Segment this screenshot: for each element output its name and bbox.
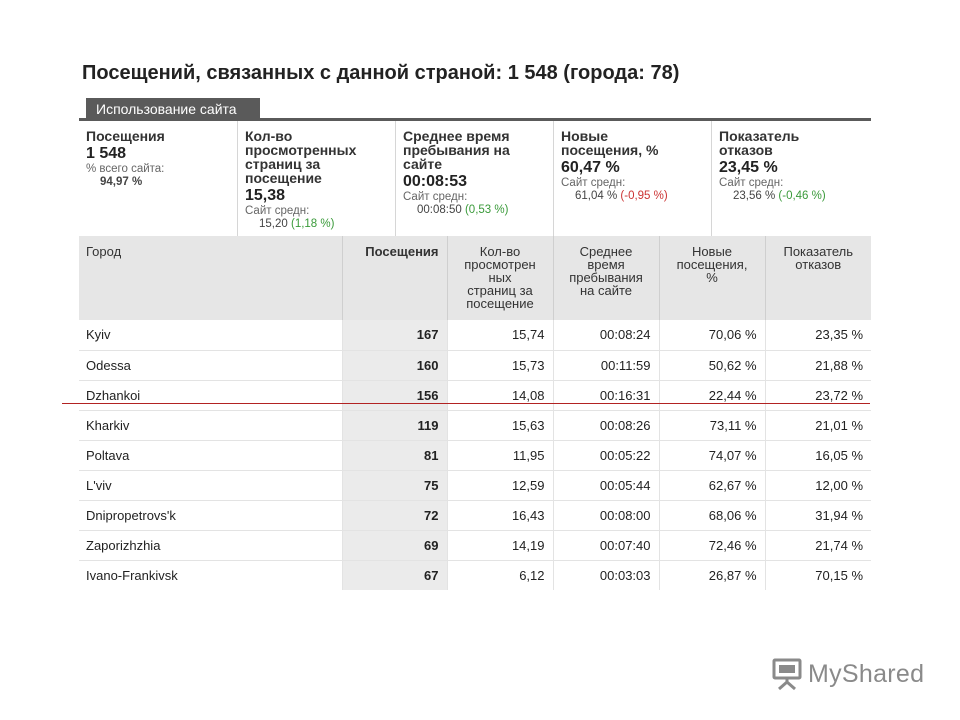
cell-pages-per-visit: 11,95: [447, 440, 553, 470]
cell-new-visits: 50,62 %: [659, 350, 765, 380]
cell-visits: 75: [342, 470, 447, 500]
cell-avg-time: 00:03:03: [553, 560, 659, 590]
cell-pages-per-visit: 6,12: [447, 560, 553, 590]
metric-bounce-rate[interactable]: Показатель отказов 23,45 % Сайт средн: 23,56 % (-0,46 %): [711, 121, 871, 236]
city-link[interactable]: Dnipropetrovs'k: [79, 500, 342, 530]
table-row: [79, 470, 871, 500]
table-header-row: [79, 236, 871, 320]
cell-bounce-rate: 70,15 %: [765, 560, 871, 590]
city-link[interactable]: Kharkiv: [79, 410, 342, 440]
tab-site-usage[interactable]: Использование сайта: [86, 98, 260, 120]
cell-bounce-rate: 23,72 %: [765, 380, 871, 410]
summary-metrics: [79, 121, 871, 236]
table-row: [79, 530, 871, 560]
cell-pages-per-visit: 12,59: [447, 470, 553, 500]
cell-bounce-rate: 21,88 %: [765, 350, 871, 380]
delta: (-0,95 %): [620, 190, 668, 202]
table-row: [79, 500, 871, 530]
metric-value: 00:08:53: [403, 173, 468, 190]
metric-new-visits[interactable]: Новые посещения, % 60,47 % Сайт средн: 61,04 % (-0,95 %): [553, 121, 711, 236]
cell-new-visits: 72,46 %: [659, 530, 765, 560]
cell-visits: 72: [342, 500, 447, 530]
city-link[interactable]: Poltava: [79, 440, 342, 470]
metric-value: 60,47 %: [561, 159, 620, 176]
cell-visits: 69: [342, 530, 447, 560]
cell-pages-per-visit: 14,19: [447, 530, 553, 560]
column-header-pages-per-visit[interactable]: Кол-во просмотрен ных страниц за посещение: [447, 236, 553, 320]
cell-visits: 156: [342, 380, 447, 410]
cell-visits: 119: [342, 410, 447, 440]
cell-new-visits: 70,06 %: [659, 320, 765, 350]
metric-value: 23,45 %: [719, 159, 778, 176]
myshared-logo: [770, 656, 930, 692]
cell-new-visits: 74,07 %: [659, 440, 765, 470]
logo-text: MyShared: [808, 659, 925, 688]
cell-avg-time: 00:16:31: [553, 380, 659, 410]
delta: (-0,46 %): [778, 190, 826, 202]
table-row: [79, 350, 871, 380]
cell-bounce-rate: 23,35 %: [765, 320, 871, 350]
cell-visits: 81: [342, 440, 447, 470]
metric-visits[interactable]: Посещения 1 548 % всего сайта: 94,97 %: [79, 121, 237, 236]
column-header-bounce-rate[interactable]: Показатель отказов: [765, 236, 871, 320]
report-panel: [79, 118, 871, 604]
city-link[interactable]: Dzhankoi: [79, 380, 342, 410]
cell-bounce-rate: 21,01 %: [765, 410, 871, 440]
cell-pages-per-visit: 15,63: [447, 410, 553, 440]
cell-new-visits: 68,06 %: [659, 500, 765, 530]
annotation-line: [62, 403, 870, 404]
city-link[interactable]: L'viv: [79, 470, 342, 500]
table-row: [79, 320, 871, 350]
city-link[interactable]: Zaporizhzhia: [79, 530, 342, 560]
cell-bounce-rate: 21,74 %: [765, 530, 871, 560]
table-row: [79, 440, 871, 470]
cell-avg-time: 00:08:24: [553, 320, 659, 350]
cell-avg-time: 00:05:44: [553, 470, 659, 500]
table-row: [79, 410, 871, 440]
cell-new-visits: 73,11 %: [659, 410, 765, 440]
cell-pages-per-visit: 16,43: [447, 500, 553, 530]
cell-new-visits: 22,44 %: [659, 380, 765, 410]
cell-pages-per-visit: 15,73: [447, 350, 553, 380]
cell-avg-time: 00:08:26: [553, 410, 659, 440]
metric-value: 1 548: [86, 145, 127, 162]
table-row: [79, 560, 871, 590]
cell-visits: 67: [342, 560, 447, 590]
cell-pages-per-visit: 15,74: [447, 320, 553, 350]
city-link[interactable]: Odessa: [79, 350, 342, 380]
metric-pages-per-visit[interactable]: Кол-во просмотренных страниц за посещение 15,38 Сайт средн: 15,20 (1,18 %): [237, 121, 395, 236]
delta: (1,18 %): [290, 218, 335, 230]
cell-avg-time: 00:07:40: [553, 530, 659, 560]
cell-visits: 160: [342, 350, 447, 380]
column-header-new-visits[interactable]: Новые посещения, %: [659, 236, 765, 320]
column-header-visits[interactable]: Посещения: [342, 236, 447, 320]
column-header-city[interactable]: Город: [79, 236, 342, 320]
city-link[interactable]: Ivano-Frankivsk: [79, 560, 342, 590]
page-title: Посещений, связанных с данной страной: 1 548 (города: 78): [82, 62, 680, 84]
cell-avg-time: 00:08:00: [553, 500, 659, 530]
cell-visits: 167: [342, 320, 447, 350]
metric-avg-time[interactable]: Среднее время пребывания на сайте 00:08:53 Сайт средн: 00:08:50 (0,53 %): [395, 121, 553, 236]
presentation-board-icon: [770, 657, 804, 691]
table-row: [79, 380, 871, 410]
city-link[interactable]: Kyiv: [86, 327, 111, 343]
cell-bounce-rate: 31,94 %: [765, 500, 871, 530]
cell-new-visits: 62,67 %: [659, 470, 765, 500]
city-table: [79, 236, 871, 590]
cell-avg-time: 00:05:22: [553, 440, 659, 470]
cell-bounce-rate: 16,05 %: [765, 440, 871, 470]
column-header-avg-time[interactable]: Среднее время пребывания на сайте: [553, 236, 659, 320]
cell-new-visits: 26,87 %: [659, 560, 765, 590]
cell-avg-time: 00:11:59: [553, 350, 659, 380]
metric-value: 15,38: [245, 187, 286, 204]
delta: (0,53 %): [464, 204, 509, 216]
cell-bounce-rate: 12,00 %: [765, 470, 871, 500]
cell-pages-per-visit: 14,08: [447, 380, 553, 410]
